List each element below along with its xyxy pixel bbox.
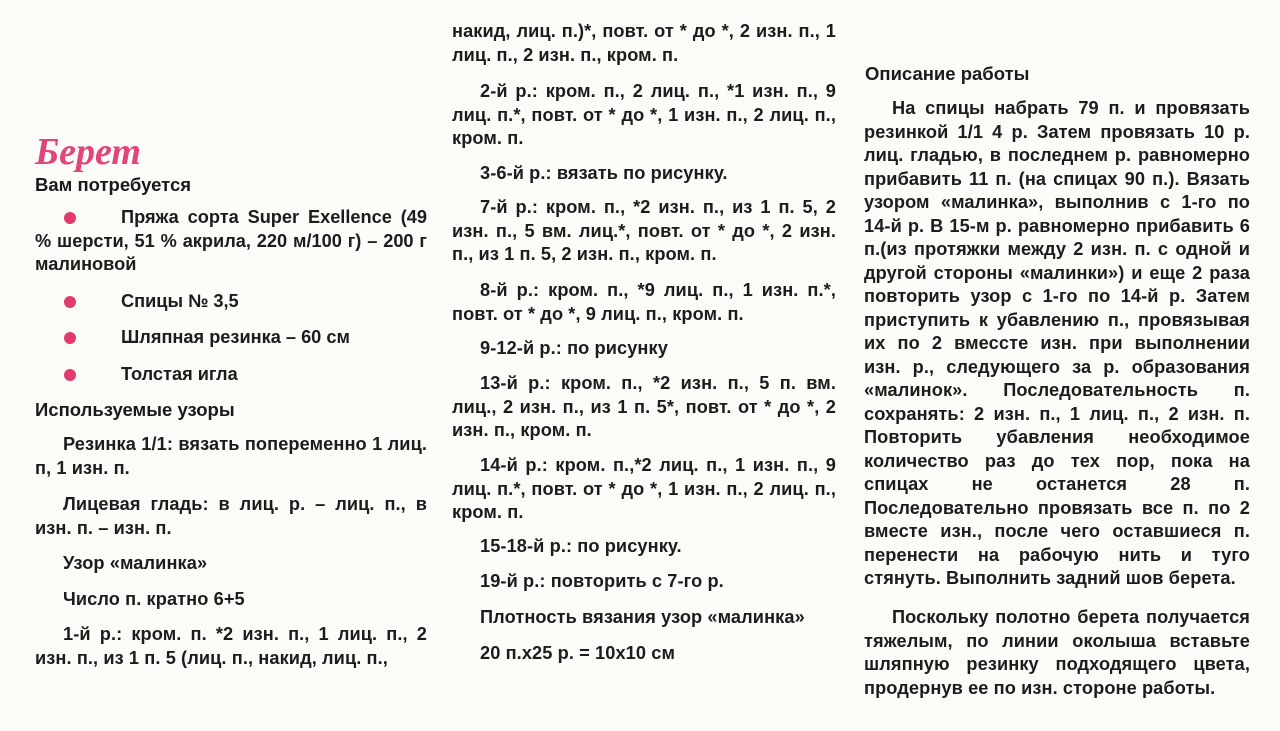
material-item-yarn: Пряжа сорта Super Exellence (49 % шерсти, 51 % акрила, 220 м/100 г) – 200 г малиновой [35, 207, 427, 274]
bullet-icon [64, 296, 76, 308]
row-14: 14-й р.: кром. п.,*2 лиц. п., 1 изн. п., 9 лиц. п.*, повт. от * до *, 1 изн. п., 2 лиц. п., кром. п. [452, 455, 836, 522]
density-value: 20 п.х25 р. = 10х10 см [480, 643, 676, 663]
row-13: 13-й р.: кром. п., *2 изн. п., 5 п. вм. лиц., 2 изн. п., из 1 п. 5*, повт. от * до *, 2 изн. п., кром. п. [452, 373, 836, 440]
rows-9-12: 9-12-й р.: по рисунку [480, 338, 668, 358]
patterns-heading: Используемые узоры [35, 399, 235, 420]
work-description-paragraph-2: Поскольку полотно берета получается тяжелым, по линии околыша вставьте шляпную резинку подходящего цвета, продернув ее по изн. стороне работы. [864, 607, 1250, 698]
material-item-needle: Толстая игла [35, 363, 427, 387]
row-2: 2-й р.: кром. п., 2 лиц. п., *1 изн. п., 9 лиц. п.*, повт. от * до *, 1 изн. п., 2 лиц. п., кром. п. [452, 81, 836, 148]
density-label: Плотность вязания узор «малинка» [480, 607, 805, 627]
rows-15-18: 15-18-й р.: по рисунку. [480, 536, 682, 556]
stockinette-pattern: Лицевая гладь: в лиц. р. – лиц. п., в изн. п. – изн. п. [35, 494, 427, 538]
raspberry-pattern-title: Узор «малинка» [63, 553, 208, 573]
bullet-icon [64, 212, 76, 224]
materials-heading: Вам потребуется [35, 174, 192, 195]
rib-pattern: Резинка 1/1: вязать попеременно 1 лиц. п, 1 изн. п. [35, 434, 427, 478]
row-19: 19-й р.: повторить с 7-го р. [480, 571, 724, 591]
bullet-icon [64, 332, 76, 344]
material-item-elastic: Шляпная резинка – 60 см [35, 326, 427, 350]
rows-3-6: 3-6-й р.: вязать по рисунку. [480, 163, 728, 183]
material-item-needles: Спицы № 3,5 [35, 290, 427, 314]
row-7: 7-й р.: кром. п., *2 изн. п., из 1 п. 5, 2 изн. п., 5 вм. лиц.*, повт. от * до *, 2 изн. п., из 1 п. 5, 2 изн. п., кром. п. [452, 197, 836, 264]
row-1-end: накид, лиц. п.)*, повт. от * до *, 2 изн. п., 1 лиц. п., 2 изн. п., кром. п. [452, 21, 836, 65]
row-1-start: 1-й р.: кром. п. *2 изн. п., 1 лиц. п., 2 изн. п., из 1 п. 5 (лиц. п., накид, лиц. п., [35, 624, 427, 668]
work-description-heading: Описание работы [865, 63, 1030, 84]
bullet-icon [64, 369, 76, 381]
stitch-multiple: Число п. кратно 6+5 [63, 589, 245, 609]
work-description-paragraph-1: На спицы набрать 79 п. и провязать резинкой 1/1 4 р. Затем провязать 10 р. лиц. гладью, в последнем р. равномерно прибавить 11 п. (на спицах 90 п.). Вязать узором «малинка», выполнив с 1-го по 14-й р. В 15-м р. равномерно прибавить 6 п.(из протяжки между 2 изн. п. с одной и другой стороны «малинки») и еще 2 раза повторить узор с 1-го по 14-й р. Затем приступить к убавлению п., провязывая их по 2 вмесcте изн. при выполнении изн. р., следующего за р. образования «малинок». Последовательность п. сохранять: 2 изн. п., 1 лиц. п., 2 изн. п. Повторить убавления необходимое количество раз до тех пор, пока на спицах не останется 28 п. Последовательно провязать все п. по 2 вместе изн., после чего оставшиеся п. перенести на рабочую нить и туго стянуть. Выполнить задний шов берета. [864, 98, 1250, 588]
page-title: Берет [35, 131, 141, 173]
materials-list [35, 206, 427, 386]
row-8: 8-й р.: кром. п., *9 лиц. п., 1 изн. п.*, повт. от * до *, 9 лиц. п., кром. п. [452, 280, 836, 324]
